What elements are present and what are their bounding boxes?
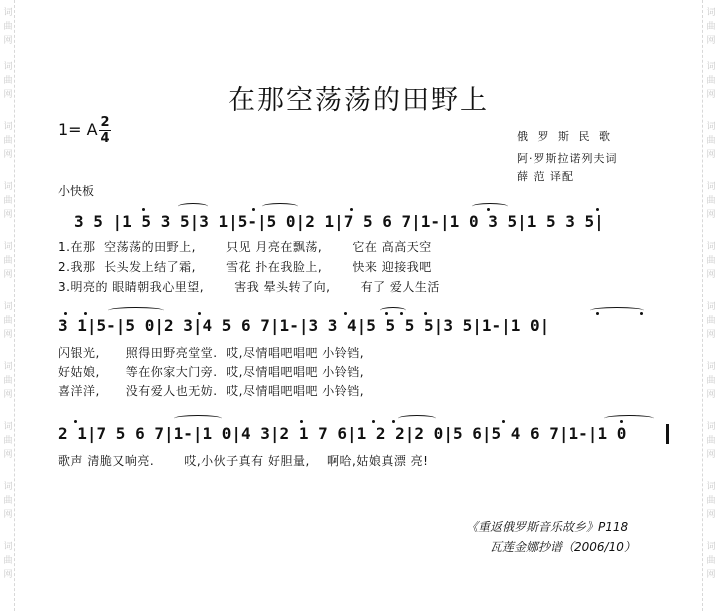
watermark-char: 曲 (706, 76, 716, 86)
key-signature: 1= A (58, 120, 98, 139)
watermark-char: 网 (706, 450, 716, 460)
watermark-char: 网 (3, 210, 13, 220)
octave-dot (350, 208, 353, 211)
watermark-char: 曲 (706, 196, 716, 206)
watermark-char: 曲 (706, 22, 716, 32)
watermark-char: 曲 (3, 556, 13, 566)
watermark-char: 曲 (3, 256, 13, 266)
watermark-char: 词 (706, 302, 716, 312)
song-title: 在那空荡荡的田野上 (228, 85, 489, 116)
octave-dot (198, 312, 201, 315)
octave-dot (487, 208, 490, 211)
slur (178, 203, 208, 210)
source-transcriber: 瓦莲金娜抄谱（2006/10） (490, 540, 636, 554)
watermark-char: 曲 (706, 436, 716, 446)
watermark-char: 网 (3, 390, 13, 400)
watermark-char: 曲 (3, 136, 13, 146)
octave-dot (372, 420, 375, 423)
watermark-char: 曲 (706, 376, 716, 386)
lyric-line: 好姑娘, 等在你家大门旁. 哎,尽情唱吧唱吧 小铃铛, (58, 365, 365, 379)
slur (604, 415, 654, 422)
watermark-char: 曲 (3, 436, 13, 446)
watermark-char: 曲 (706, 496, 716, 506)
jianpu-notes: 2 1|7 5 6 7|1-|1 0|4 3|2 1 7 6|1 2 2|2 0|5 6|5 4 6 7|1-|1 0 (58, 424, 627, 443)
lyric-line: 1.在那 空荡荡的田野上, 只见 月亮在飘荡, 它在 高高天空 (58, 240, 432, 254)
watermark-char: 词 (706, 242, 716, 252)
watermark-char: 词 (3, 482, 13, 492)
watermark-char: 词 (3, 182, 13, 192)
watermark-char: 曲 (706, 256, 716, 266)
slur (108, 307, 164, 314)
octave-dot (620, 420, 623, 423)
watermark-char: 词 (706, 62, 716, 72)
watermark-char: 网 (706, 210, 716, 220)
lyric-line: 喜洋洋, 没有爱人也无妨. 哎,尽情唱吧唱吧 小铃铛, (58, 384, 365, 398)
octave-dot (252, 208, 255, 211)
watermark-char: 网 (706, 510, 716, 520)
watermark-char: 曲 (3, 376, 13, 386)
jianpu-notes: 3 1|5-|5 0|2 3|4 5 6 7|1-|3 3 4|5 5 5 5|3 5|1-|1 0| (58, 316, 550, 335)
lyric-line: 闪银光, 照得田野亮堂堂. 哎,尽情唱吧唱吧 小铃铛, (58, 346, 365, 360)
watermark-char: 曲 (3, 316, 13, 326)
watermark-char: 曲 (3, 496, 13, 506)
octave-dot (64, 312, 67, 315)
octave-dot (640, 312, 643, 315)
watermark-char: 网 (706, 390, 716, 400)
watermark-char: 曲 (3, 76, 13, 86)
watermark-char: 网 (3, 450, 13, 460)
watermark-char: 网 (3, 570, 13, 580)
watermark-char: 网 (706, 90, 716, 100)
watermark-char: 词 (706, 362, 716, 372)
lyric-line: 2.我那 长头发上结了霜, 雪花 扑在我脸上, 快来 迎接我吧 (58, 260, 432, 274)
time-signature-bottom: 4 (100, 131, 110, 146)
octave-dot (74, 420, 77, 423)
tempo-marking: 小快板 (58, 184, 95, 198)
lyric-line: 3.明亮的 眼睛朝我心里望, 害我 晕头转了向, 有了 爱人生活 (58, 280, 440, 294)
watermark-char: 网 (706, 150, 716, 160)
watermark-char: 词 (706, 182, 716, 192)
watermark-char: 网 (3, 330, 13, 340)
watermark-char: 词 (3, 8, 13, 18)
watermark-char: 网 (706, 330, 716, 340)
octave-dot (596, 208, 599, 211)
watermark-char: 曲 (3, 196, 13, 206)
watermark-char: 网 (3, 270, 13, 280)
octave-dot (300, 420, 303, 423)
watermark-char: 词 (3, 122, 13, 132)
credit-lyricist: 阿·罗斯拉诺列夫词 (517, 152, 618, 165)
octave-dot (424, 312, 427, 315)
octave-dot (596, 312, 599, 315)
watermark-char: 网 (706, 570, 716, 580)
watermark-char: 网 (706, 270, 716, 280)
watermark-char: 词 (706, 122, 716, 132)
watermark-char: 词 (706, 482, 716, 492)
slur (472, 203, 508, 210)
octave-dot (400, 312, 403, 315)
time-signature (99, 116, 111, 145)
watermark-char: 词 (3, 62, 13, 72)
credit-translator: 薛 范 译配 (517, 170, 574, 183)
watermark-char: 曲 (3, 22, 13, 32)
watermark-char: 词 (706, 422, 716, 432)
watermark-char: 曲 (706, 556, 716, 566)
octave-dot (502, 420, 505, 423)
watermark-char: 网 (3, 36, 13, 46)
final-barline (666, 424, 669, 444)
time-signature-top: 2 (100, 115, 110, 130)
octave-dot (344, 312, 347, 315)
watermark-char: 词 (3, 542, 13, 552)
watermark-char: 词 (3, 362, 13, 372)
source-book: 《重返俄罗斯音乐故乡》P118 (466, 520, 629, 534)
watermark-char: 词 (3, 302, 13, 312)
watermark-char: 词 (3, 422, 13, 432)
octave-dot (392, 420, 395, 423)
watermark-char: 网 (3, 510, 13, 520)
lyric-line: 歌声 清脆又响亮. 哎,小伙子真有 好胆量, 啊哈,姑娘真漂 亮! (58, 454, 429, 468)
watermark-char: 词 (706, 8, 716, 18)
octave-dot (385, 312, 388, 315)
watermark-char: 网 (3, 150, 13, 160)
slur (262, 203, 298, 210)
watermark-char: 词 (706, 542, 716, 552)
jianpu-notes: 3 5 |1 5 3 5|3 1|5-|5 0|2 1|7 5 6 7|1-|1 0 3 5|1 5 3 5| (74, 212, 604, 231)
octave-dot (142, 208, 145, 211)
watermark-char: 词 (3, 242, 13, 252)
watermark-char: 网 (706, 36, 716, 46)
slur (174, 415, 222, 422)
octave-dot (84, 312, 87, 315)
watermark-char: 曲 (706, 136, 716, 146)
watermark-char: 网 (3, 90, 13, 100)
watermark-char: 曲 (706, 316, 716, 326)
credit-origin: 俄 罗 斯 民 歌 (517, 130, 613, 143)
slur (398, 415, 436, 422)
